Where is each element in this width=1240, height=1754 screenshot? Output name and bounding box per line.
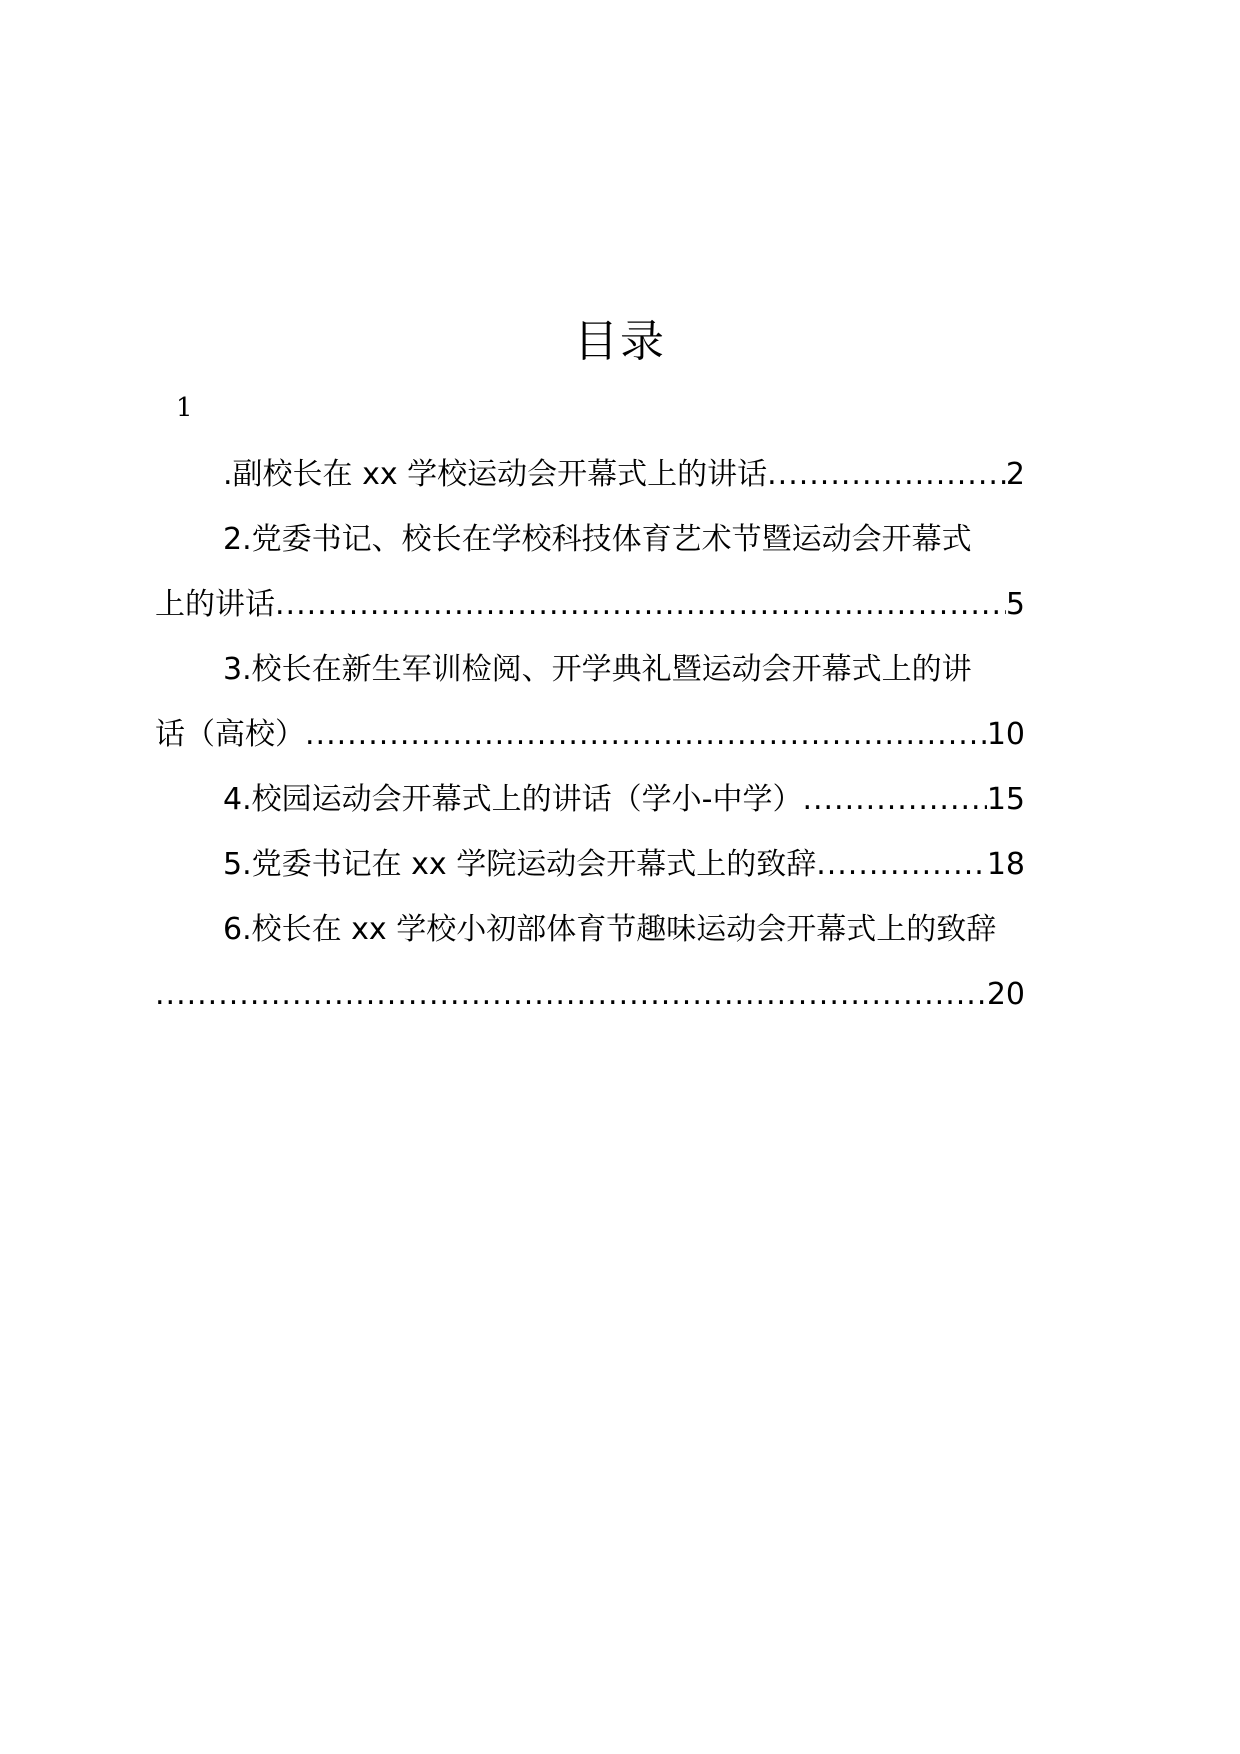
toc-entry-4[interactable]: [155, 767, 1085, 832]
toc-leader-dots: [767, 442, 1006, 507]
toc-entry-text: 3.校长在新生军训检阅、开学典礼暨运动会开幕式上的讲: [223, 652, 972, 687]
toc-entry-text-continued: 上的讲话: [155, 587, 275, 622]
toc-page-number: 20: [986, 977, 1025, 1012]
toc-entry-text: 5.党委书记在 xx 学院运动会开幕式上的致辞: [223, 847, 817, 882]
toc-entry-text: 4.校园运动会开幕式上的讲话（学小-中学）: [223, 782, 803, 817]
toc-leader-dots: [802, 767, 986, 832]
toc-entry-1[interactable]: [155, 442, 1085, 507]
toc-entry-text: 6.校长在 xx 学校小初部体育节趣味运动会开幕式上的致辞: [223, 912, 997, 947]
toc-leader-dots: [275, 572, 1006, 637]
toc-page-number: 5: [1005, 587, 1025, 622]
toc-page-number: 2: [1005, 457, 1025, 492]
toc-entry-3[interactable]: [155, 637, 1085, 767]
toc-entry-6[interactable]: [155, 897, 1085, 1027]
page-title: 目录: [574, 316, 666, 367]
toc-page-number: 18: [986, 847, 1025, 882]
toc-entry-5[interactable]: [155, 832, 1085, 897]
toc-leader-dots: [816, 832, 987, 897]
toc-leader-dots: [305, 702, 987, 767]
table-of-contents: [155, 442, 1085, 1027]
toc-page-number: 15: [986, 782, 1025, 817]
toc-entry-text-continued: 话（高校）: [155, 717, 305, 752]
toc-entry-text: .副校长在 xx 学校运动会开幕式上的讲话: [223, 457, 768, 492]
page-marker: 1: [176, 393, 193, 423]
toc-entry-text: 2.党委书记、校长在学校科技体育艺术节暨运动会开幕式: [223, 522, 972, 557]
toc-entry-2[interactable]: [155, 507, 1085, 637]
toc-page-number: 10: [986, 717, 1025, 752]
toc-leader-dots: [155, 962, 987, 1027]
